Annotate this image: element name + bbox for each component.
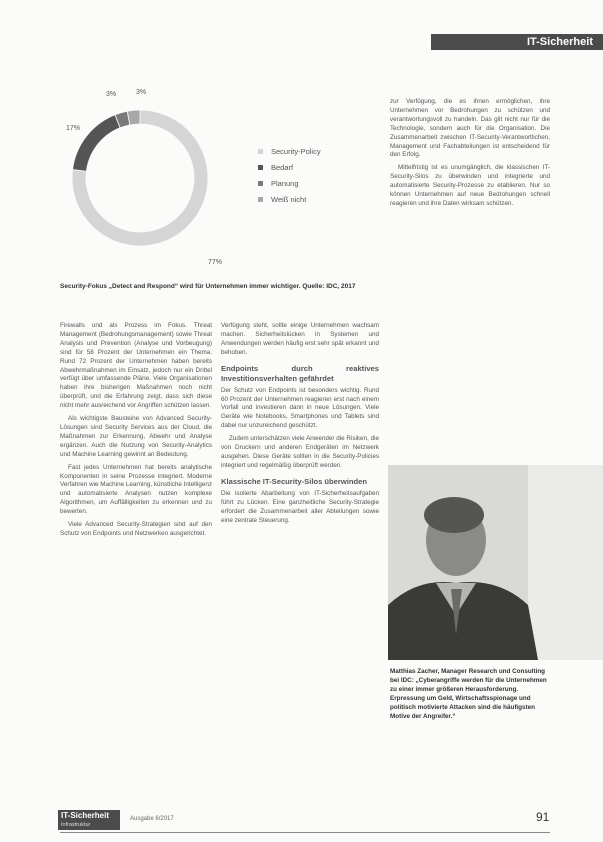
subheading: Klassische IT-Security-Silos überwinden [221, 476, 368, 486]
slice-label-planung: 3% [106, 91, 117, 98]
slice-label-weiss-nicht: 3% [136, 89, 147, 96]
photo-caption: Matthias Zacher, Manager Research und Consulting bei IDC: „Cyberangriffe werden für die Unternehmen zu einer immer größeren Herausforderung. Erpressung um Geld, Wirtschaftsspionage und politisch motivierte Attacken sind die häufigsten Motive der Angreifer.“ [390, 668, 547, 720]
text-column-2 [221, 322, 379, 529]
slice-label-bedarf: 17% [66, 125, 81, 132]
paragraph: Mittelfristig ist es unumgänglich, die klassischen IT-Security-Silos zu überwinden und integrierte und automatisierte Security-Prozesse zu etablieren. Nur so können Unternehmen auf neue Bedrohungen schnell reagieren und ihre Daten wirksam schützen. [390, 164, 550, 207]
legend-swatch-weiss-nicht [258, 197, 263, 202]
slice-weiss-nicht [127, 110, 140, 125]
text-column-3 [390, 98, 550, 213]
paragraph: Viele Advanced Security-Strategien sind auf den Schutz von Endpoints und Netzwerken ausgerichtet. [60, 521, 212, 537]
paragraph: Als wichtigste Bausteine von Advanced Security-Lösungen sind Security Services aus der Cloud, die Maßnahmen zur Erkennung, Abwehr und Analyse ergänzen. Auch die Nutzung von Security-Analytics und Machine Learning gewinnt an Bedeutung. [60, 415, 212, 458]
legend-label: Security-Policy [271, 146, 321, 156]
legend-item [258, 191, 321, 207]
legend-swatch-bedarf [258, 165, 263, 170]
legend-label: Planung [271, 178, 299, 188]
paragraph: Die isolierte Abarbeitung von IT-Sicherheitsaufgaben führt zu Lücken. Eine ganzheitliche Security-Strategie erfordert die Zusammenarbeit aller Abteilungen sowie eine zentrale Steuerung. [221, 489, 379, 524]
legend-swatch-planung [258, 181, 263, 186]
issue-label: Ausgabe 6/2017 [130, 816, 174, 822]
legend-label: Weiß nicht [271, 194, 307, 204]
legend-item [258, 175, 321, 191]
page-number: 91 [536, 810, 550, 824]
portrait-photo [388, 465, 603, 660]
paragraph: Der Schutz von Endpoints ist besonders wichtig. Rund 60 Prozent der Unternehmen reagieren erst nach einem Vorfall und investieren dann in neue Lösungen. Viele Geräte wie Notebooks, Smartphones und Tablets sind dabei nur unzureichend geschützt. [221, 386, 379, 430]
legend-swatch-security-policy [258, 149, 263, 154]
text-column-1 [60, 322, 212, 543]
subheading: Endpoints durch reaktives Investitionsverhalten gefährdet [221, 363, 379, 383]
paragraph: Firewalls und als Prozess im Fokus. Threat Management (Bedrohungsmanagement) sowie Threat Analysis und Prevention (Analyse und Vorbeugung) sind für 58 Prozent der Unternehmen ein Thema. Rund 72 Prozent der Unternehmen haben bereits Abwehrmaßnahmen im Einsatz, jedoch nur ein Drittel verfügt über umfassende Pläne. Viele Organisationen haben ihre bisherigen Maßnahmen noch nicht überprüft, und die Erfahrung zeigt, dass sich diese nicht mehr ausreichend vor Angriffen schützen lassen. [60, 322, 212, 410]
donut-chart [40, 88, 240, 268]
logo-line-1: IT-Sicherheit [61, 811, 110, 820]
paragraph: Verfügung steht, sollte einige Unternehmen wachsam machen. Sicherheitslücken in Systemen und Anwendungen werden häufig erst sehr spät erkannt und behoben. [221, 322, 379, 356]
legend-item [258, 143, 321, 159]
magazine-logo [58, 810, 120, 830]
slice-label-security-policy: 77% [208, 259, 223, 266]
slice-bedarf [73, 115, 121, 171]
legend-item [258, 159, 321, 175]
chart-legend [258, 143, 321, 207]
paragraph: zur Verfügung, die es ihnen ermöglichen, ihre Unternehmen vor Bedrohungen zu schützen und verantwortungsvoll zu handeln. Das gilt nicht nur für die Technologie, sondern auch für die Organisation. Die Zusammenarbeit zwischen IT-Security-Verantwortlichen, Management und Fachabteilungen ist entscheidend für den Erfolg. [390, 98, 550, 159]
portrait-illustration [388, 465, 603, 660]
logo-line-2: Infrastruktur [61, 822, 91, 828]
paragraph: Zudem unterschätzen viele Anwender die Risiken, die von Druckern und anderen Endgeräten im Netzwerk ausgehen. Diese Geräte sollten in die Security-Policies integriert und regelmäßig überprüft werden. [221, 435, 379, 469]
legend-label: Bedarf [271, 162, 294, 172]
section-tab: IT-Sicherheit [431, 34, 603, 50]
footer-divider [60, 832, 550, 833]
paragraph: Fast jedes Unternehmen hat bereits analytische Komponenten in seine Prozesse integriert. Moderne Verfahren wie Machine Learning, künstliche Intelligenz und automatisierte Analysen nutzen komplexe Algorithmen, um Auffälligkeiten zu erkennen und zu bewerten. [60, 463, 212, 516]
chart-caption: Security-Fokus „Detect and Respond“ wird für Unternehmen immer wichtiger. Quelle: IDC, 2017 [60, 283, 356, 290]
